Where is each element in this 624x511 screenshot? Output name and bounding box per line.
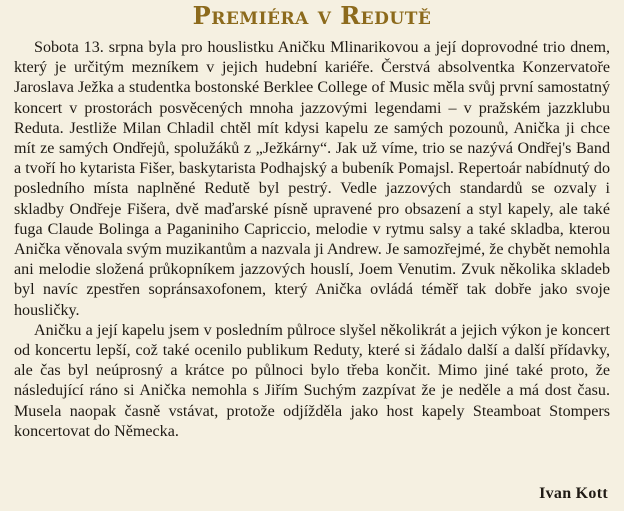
article-body xyxy=(14,38,610,442)
author-byline: Ivan Kott xyxy=(539,485,608,502)
article-headline: Premiéra v Redutě xyxy=(192,1,432,30)
article-paragraph-2: Aničku a její kapelu jsem v posledním půlroce slyšel několikrát a jejich výkon je koncert od koncertu lepší, což také ocenilo publikum Reduty, které si žádalo další a další přídavky, ale čas byl neúprosný a krátce po půlnoci bylo třeba končit. Mimo jiné také proto, že následující ráno si Anička nemohla s Jiřím Suchým zazpívat že je neděle a má dost času. Musela naopak časně vstávat, protože odjížděla jako host kapely Steamboat Stompers koncertovat do Německa. xyxy=(14,321,610,440)
article-paragraph-1: Sobota 13. srpna byla pro houslistku Aničku Mlinarikovou a její doprovodné trio dnem, který je určitým mezníkem v jejich hudební kariéře. Čerstvá absolventka Konzervatoře Jaroslava Ježka a studentka bostonské Berklee College of Music měla svůj první samostatný koncert v prostorách posvěcených mnoha jazzovými legendami – v pražském jazzklubu Reduta. Jestliže Milan Chladil chtěl mít kdysi kapelu ze samých pozounů, Anička ji chce mít ze samých Ondřejů, spolužáků z „Ježkárny“. Jak už víme, trio se nazývá Ondřej's Band a tvoří ho kytarista Fišer, baskytarista Podhajský a bubeník Pomajsl. Repertoár nabídnutý do posledního místa naplněné Redutě byl pestrý. Vedle jazzových standardů se ozvaly i skladby Ondřeje Fišera, dvě maďarské písně upravené pro obsazení a styl kapely, ale také fuga Claude Bolinga a Paganiniho Capriccio, melodie v rytmu salsy a také skladba, kterou Anička věnovala svým muzikantům a nazvala ji Andrew. Je samozřejmé, že chybět nemohla ani melodie složená průkopníkem jazzových houslí, Joem Venutim. Zvuk několika skladeb byl navíc zpestřen sopránsaxofonem, který Anička ovládá téměř tak dobře jako svoje housličky. xyxy=(14,39,610,319)
